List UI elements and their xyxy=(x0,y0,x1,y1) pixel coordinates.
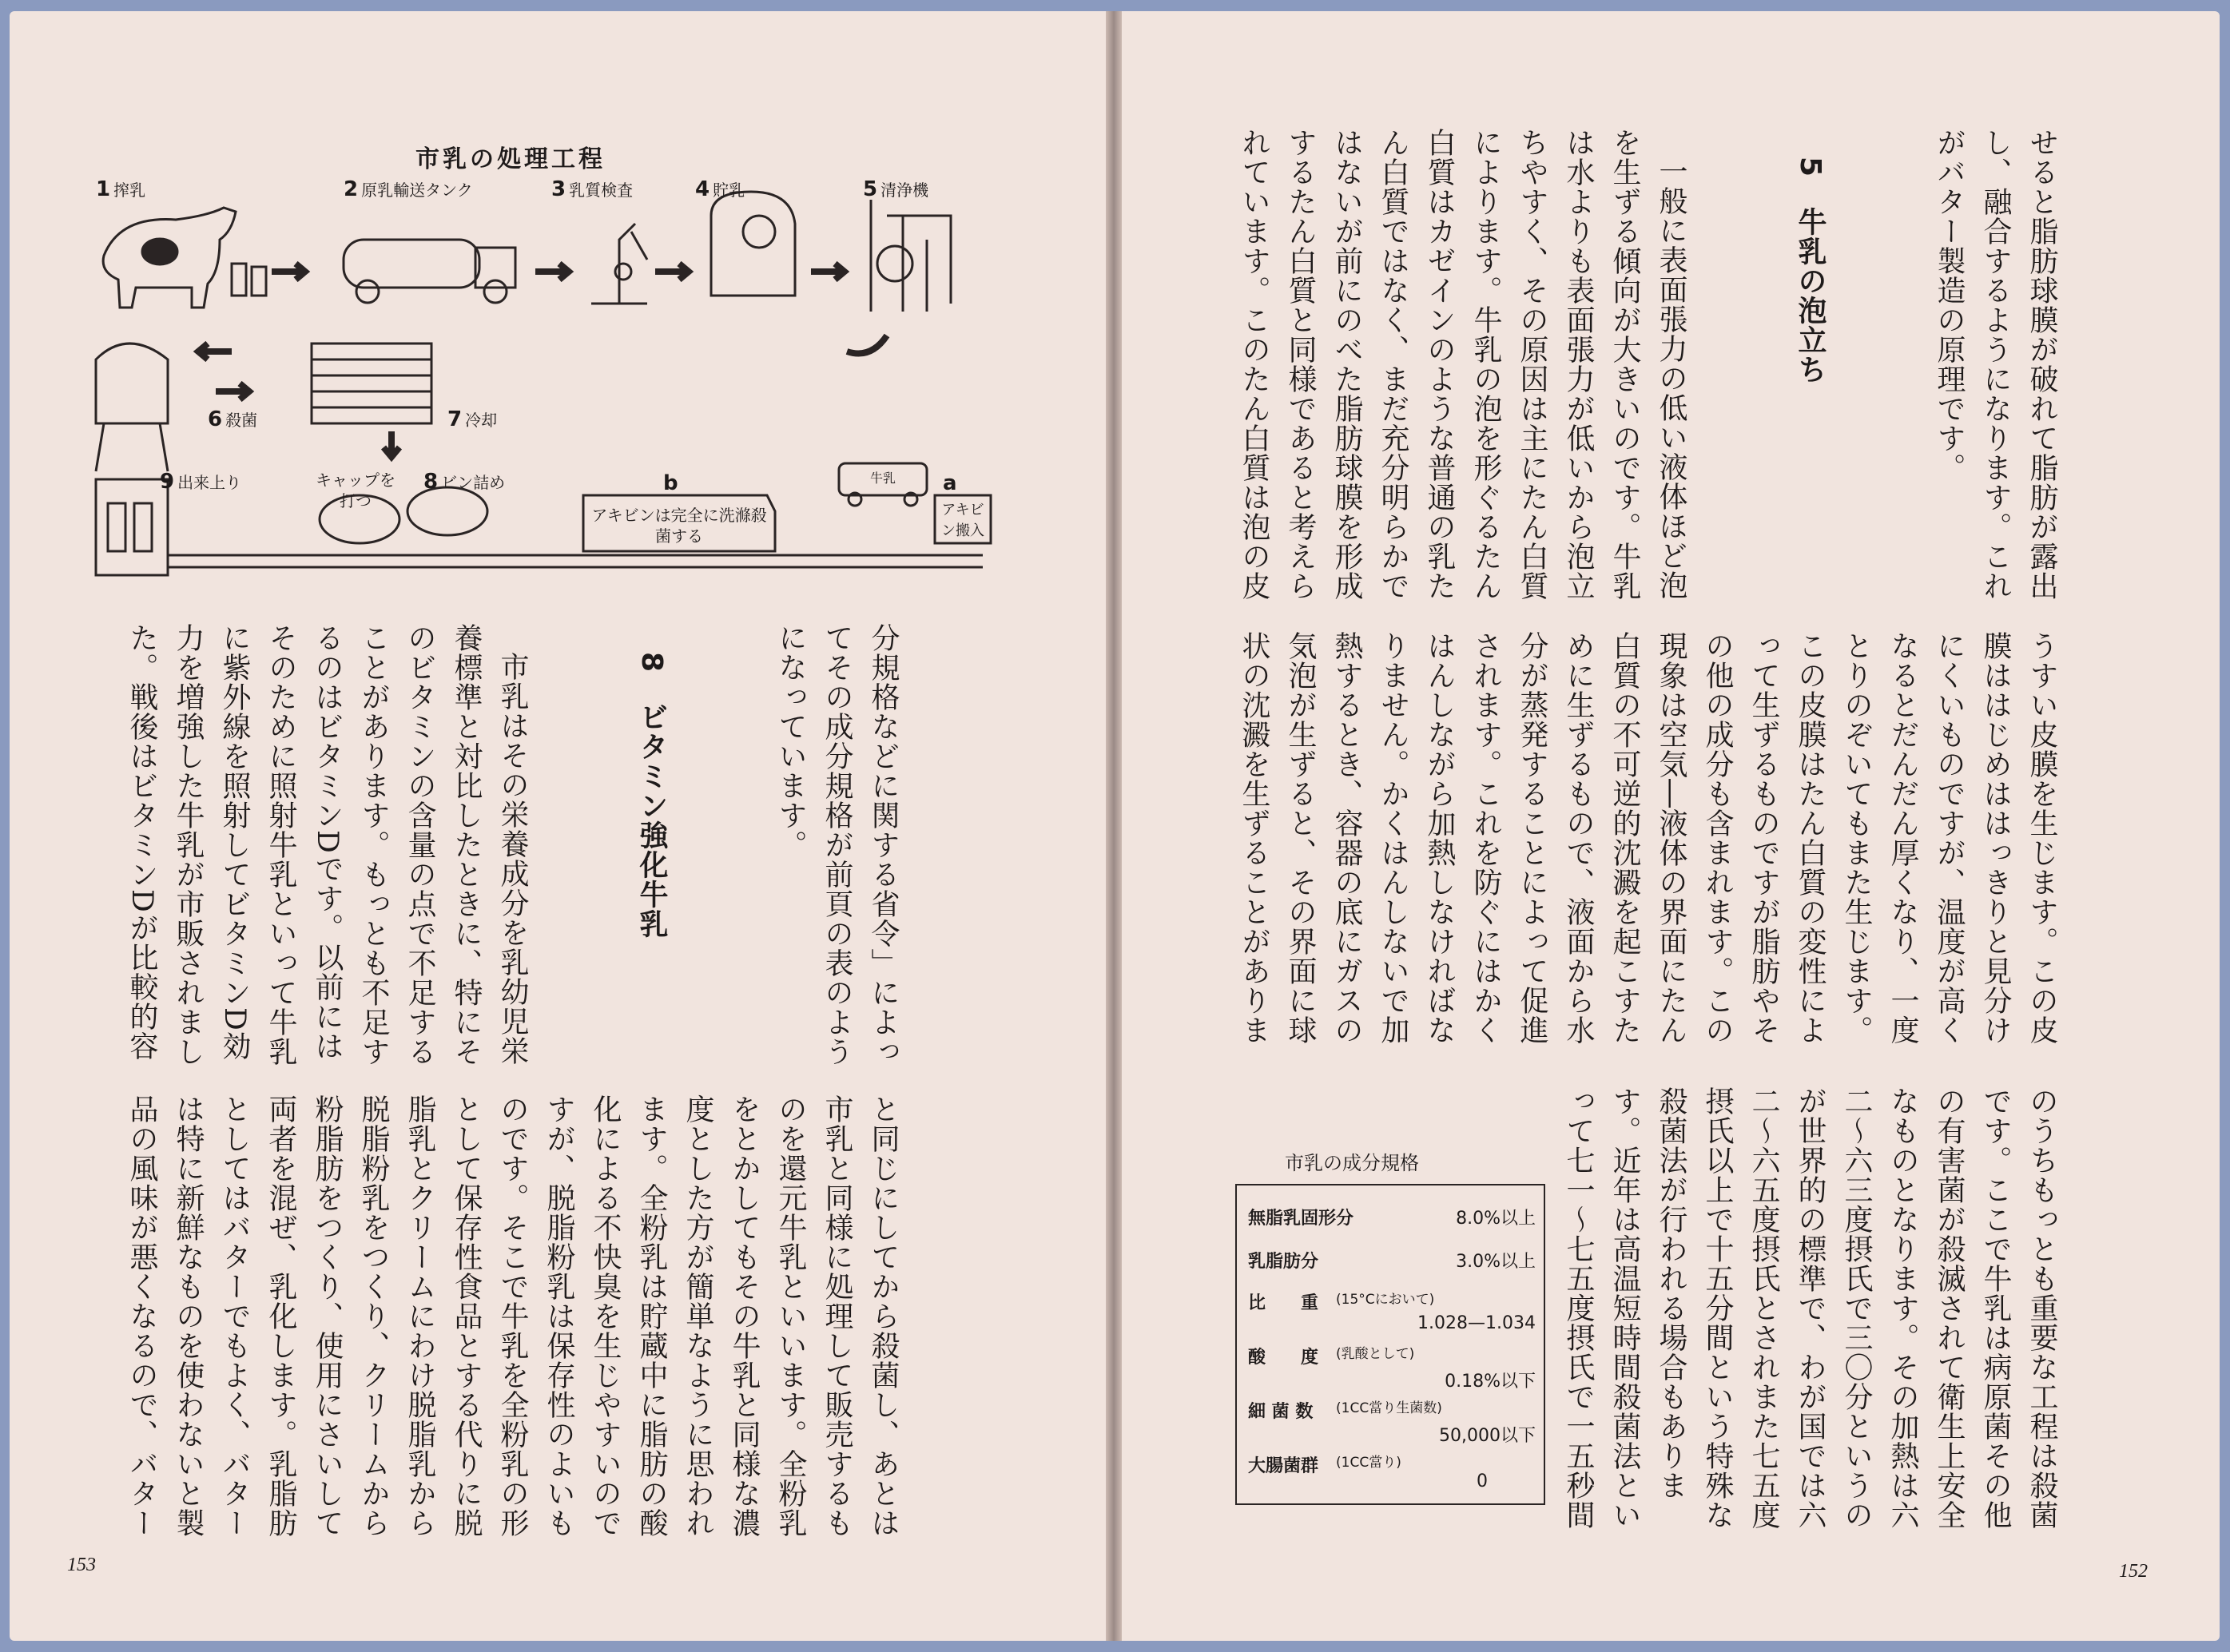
step-7-label: 7 冷却 xyxy=(447,407,498,431)
label-b: b xyxy=(663,471,678,495)
diagram-title: 市乳の処理工程 xyxy=(415,145,606,173)
page-number-left: 153 xyxy=(67,1555,96,1575)
step-6-label: 6 殺菌 xyxy=(208,407,258,431)
cap-label: キャップを打つ xyxy=(316,471,396,510)
process-diagram xyxy=(72,120,1031,615)
paragraph: 分規格などに関する省令」によってその成分規格が前頁の表のようになっています。 xyxy=(774,623,900,1066)
paragraph: と同じにしてから殺菌し、あとは市乳と同様に処理して販売するものを還元牛乳といいます。全粉乳をとかしてもその牛乳と同様な濃度とした方が簡単なように思われます。全粉乳は貯蔵中に脂肪の酸化による不快臭を生じやすいのですが、脱脂粉乳は保存性のよいものです。そこで牛乳を全粉乳の形として保存性食品とする代りに脱脂乳とクリームにわけ脱脂乳から脱脂粉乳をつくり、クリームから粉脂肪をつくり、使用にさいして両者を混ぜ、乳化します。乳脂肪としてはバターでもよく、バターは特に新鮮なものを使わないと製品の風味が悪くなるので、バター xyxy=(125,1094,900,1538)
paragraph: 一般に表面張力の低い液体ほど泡を生ずる傾向が大きいのです。牛乳は水よりも表面張力が低いから泡立ちやすく、その原因は主にたん白質によります。牛乳の泡を形ぐるたん白質はカゼインのような普通の乳たん白質ではなく、まだ充分明らかではないが前にのべた脂肪球膜を形成するたん白質と同様であると考えられています。このたん白質は泡の皮 xyxy=(1238,128,1687,601)
paragraph: せると脂肪球膜が破れて脂肪が露出し、融合するようになります。これがバター製造の原理です。 xyxy=(1933,128,2058,601)
step-3-label: 3 乳質検査 xyxy=(551,177,634,201)
book-gutter xyxy=(1106,11,1122,1641)
step-4-label: 4 貯乳 xyxy=(695,177,745,201)
step-1-label: 1 搾乳 xyxy=(96,177,146,201)
step-8-label: 8 ビン詰め xyxy=(423,470,506,494)
section-heading-8: 8 ビタミン強化牛乳 xyxy=(635,652,668,939)
section-heading-5: 5 牛乳の泡立ち xyxy=(1794,157,1827,385)
spec-table: 無脂乳固形分 8.0%以上 乳脂肪分 3.0%以上 比 重 (15°Cにおいて) 1.028—1.034 酸 度 (乳酸として) 0.18%以下 細 菌 数 (1CC當り生菌数) 50,000以下 大腸菌群 (1CC當り) 0 xyxy=(1235,1184,1545,1505)
paragraph: うすい皮膜を生じます。この皮膜ははじめははっきりと見分けにくいものですが、温度が高くなるとだんだん厚くなり、一度とりのぞいてもまた生じます。この皮膜はたん白質の変性によって生ずるものですが脂肪やその他の成分も含まれます。この現象は空気―液体の界面にたん白質の不可逆的沈澱を起こすために生ずるもので、液面から水分が蒸発することによって促進されます。これを防ぐにはかくはんしながら加熱しなければなりません。かくはんしないで加熱するとき、容器の底にガスの気泡が生ずると、その界面に球状の沈澱を生ずることがありま xyxy=(1238,631,2058,1045)
bottle-in-text: アキビン搬入 xyxy=(941,502,984,539)
truck-text: 牛乳 xyxy=(869,471,896,486)
page-number-right: 152 xyxy=(2119,1561,2148,1582)
spec-table-title: 市乳の成分規格 xyxy=(1285,1152,1419,1174)
step-2-label: 2 原乳輸送タンク xyxy=(344,177,473,201)
label-a: a xyxy=(943,471,957,495)
left-text-bottom xyxy=(120,1094,999,1542)
left-text-top xyxy=(120,623,999,1070)
step-9-label: 9 出来上り xyxy=(160,470,242,494)
step-5-label: 5 清浄機 xyxy=(863,177,929,201)
bottle-wash-text: アキビンは完全に洗滌殺菌する xyxy=(591,506,767,546)
paragraph: のうちもっとも重要な工程は殺菌です。ここで牛乳は病原菌その他の有害菌が殺滅されて衛生上安全なものとなります。その加熱は六二〜六三度摂氏で三〇分というのが世界的の標準で、わが国では六二〜六五度摂氏とされまた七五度摂氏以上で十五分間という特殊な殺菌法が行われる場合もあります。近年は高温短時間殺菌法といって七一〜七五度摂氏で一五秒間 xyxy=(1562,1086,2058,1530)
paragraph: 市乳はその栄養成分を乳幼児栄養標準と対比したときに、特にそのビタミンの含量の点で不足することがあります。もっとも不足するのはビタミンDです。以前にはそのために照射牛乳といって牛乳に紫外線を照射してビタミンD効力を増強した牛乳が市販されました。戦後はビタミンDが比較的容 xyxy=(125,623,529,1066)
right-text-top xyxy=(1230,128,2157,615)
right-text-middle xyxy=(1230,631,2157,1062)
right-text-bottom xyxy=(1560,1086,2157,1534)
